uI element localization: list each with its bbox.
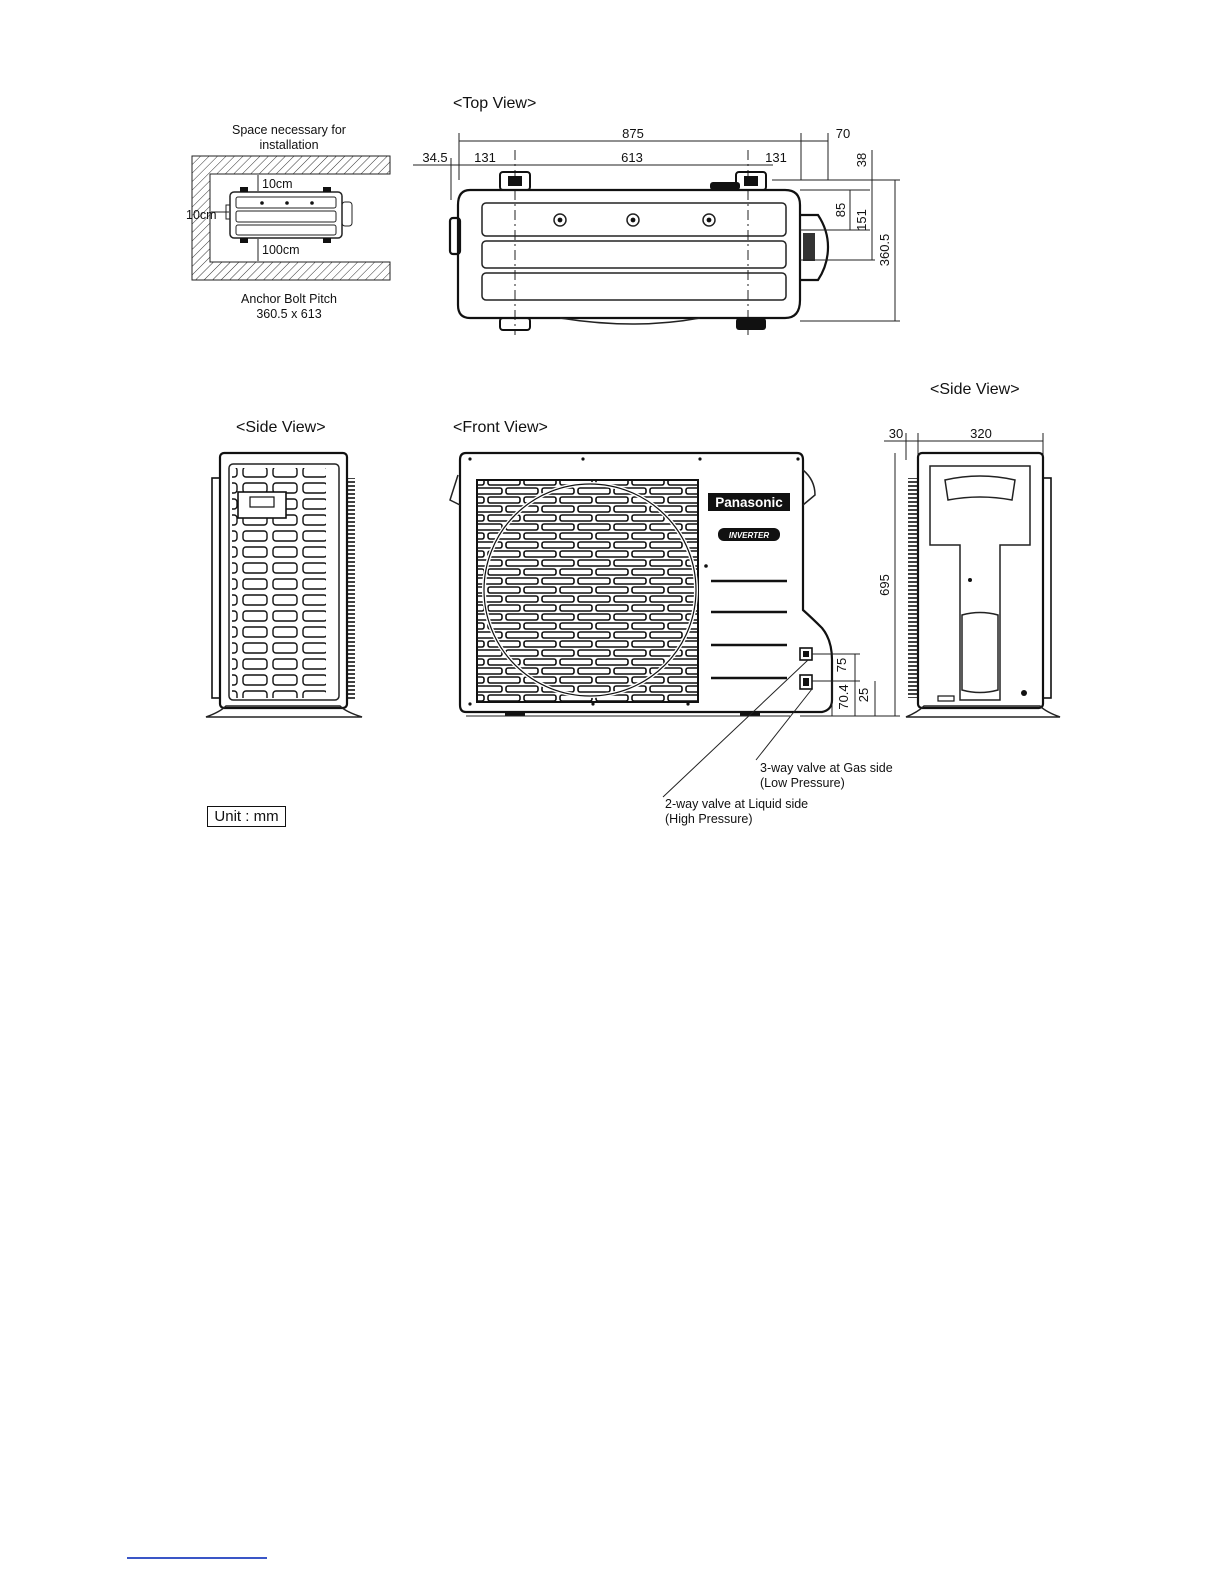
dim-360-5: 360.5 (877, 233, 892, 267)
right-side-body (918, 453, 1043, 708)
valve-labels (665, 761, 893, 826)
anchor-bolt-value: 360.5 x 613 (256, 307, 322, 321)
unit-label: Unit : mm (207, 806, 286, 827)
installation-title-1: Space necessary for (232, 123, 346, 137)
left-side-view-title: <Side View> (236, 419, 326, 436)
clearance-bottom: 100cm (262, 243, 300, 257)
dim-70: 70 (835, 126, 851, 141)
mini-unit (230, 192, 342, 238)
dim-131-left: 131 (474, 150, 496, 165)
clearance-top: 10cm (262, 177, 293, 191)
front-view (450, 419, 900, 797)
dim-875: 875 (622, 126, 644, 141)
dim-75: 75 (834, 657, 849, 673)
right-side-view (884, 381, 1060, 717)
dim-25: 25 (856, 687, 871, 703)
front-view-title: <Front View> (453, 419, 548, 436)
installation-space-diagram (186, 123, 390, 321)
installation-title-2: installation (259, 138, 319, 152)
dim-70-4: 70.4 (836, 684, 851, 710)
gas-valve-pressure: (Low Pressure) (760, 776, 845, 790)
liquid-valve-label: 2-way valve at Liquid side (665, 797, 809, 811)
right-side-view-title: <Side View> (930, 381, 1020, 398)
dim-38: 38 (854, 152, 869, 168)
top-view (413, 95, 900, 335)
footer-link-underline (127, 1557, 267, 1559)
dim-695: 695 (877, 574, 892, 596)
dim-613: 613 (621, 150, 643, 165)
dim-320: 320 (970, 426, 992, 441)
left-side-view (206, 419, 362, 717)
anchor-bolt-title: Anchor Bolt Pitch (241, 292, 337, 306)
brand-name: Panasonic (715, 495, 783, 510)
inverter-text: INVERTER (728, 531, 770, 540)
dim-85: 85 (833, 202, 848, 218)
top-view-body (458, 190, 800, 318)
wall-hatching (192, 156, 390, 280)
dim-34-5: 34.5 (422, 150, 448, 165)
top-panel-2 (482, 241, 786, 268)
top-panel-3 (482, 273, 786, 300)
dim-131-right: 131 (765, 150, 787, 165)
liquid-valve-pressure: (High Pressure) (665, 812, 753, 826)
top-view-title: <Top View> (453, 95, 537, 112)
dim-30: 30 (888, 426, 904, 441)
clearance-left: 10cm (186, 208, 217, 222)
gas-valve-label: 3-way valve at Gas side (760, 761, 893, 775)
dim-151: 151 (854, 209, 869, 231)
